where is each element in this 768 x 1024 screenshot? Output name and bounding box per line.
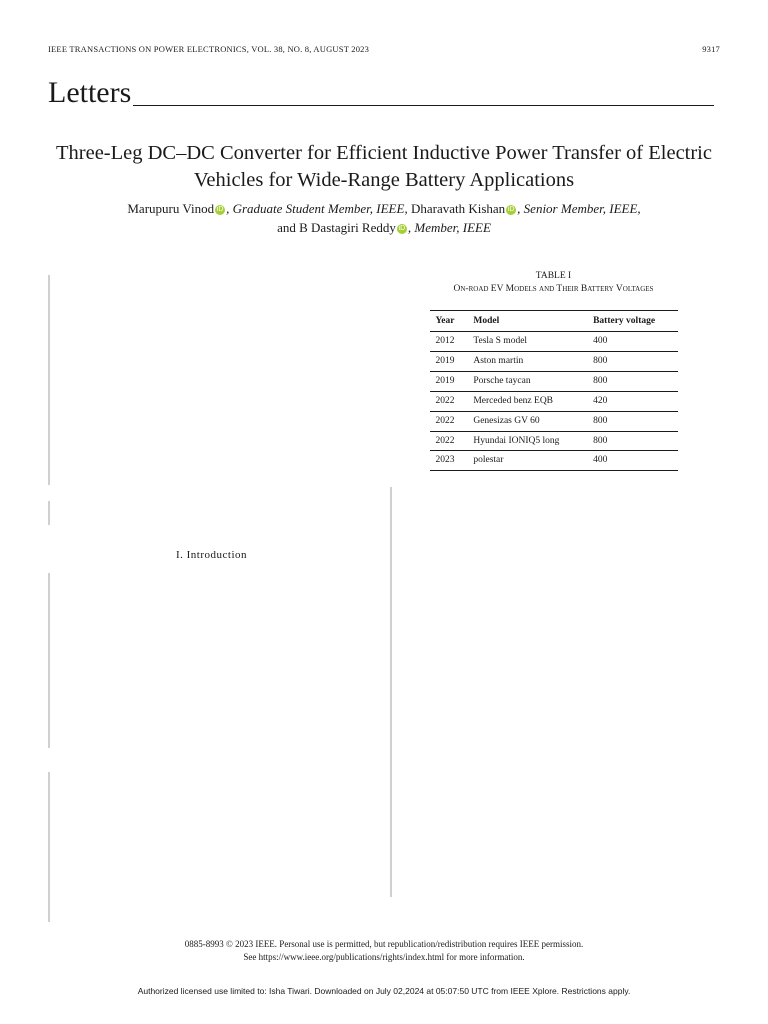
table-number: TABLE I [535, 271, 572, 281]
page-number: 9317 [702, 44, 720, 54]
author-role: , Senior Member, IEEE, [517, 201, 641, 216]
table-header-cell: Model [467, 310, 587, 332]
table-cell: 2019 [430, 372, 468, 392]
table-cell: 2023 [430, 451, 468, 471]
table-cell: 2019 [430, 352, 468, 372]
table-cell: 800 [587, 372, 677, 392]
table-row [430, 411, 678, 431]
author-name: Marupuru Vinod [127, 201, 215, 216]
journal-header: IEEE TRANSACTIONS ON POWER ELECTRONICS, VOL. 38, NO. 8, AUGUST 2023 [48, 44, 370, 54]
section-heading: I. Introduction [175, 549, 248, 561]
paper-title: Three-Leg DC–DC Converter for Efficient Inductive Power Transfer of Electric Vehicles for Wide-Range Battery Applications [56, 142, 712, 191]
orcid-icon[interactable]: iD [507, 206, 515, 213]
section-banner [48, 78, 714, 108]
orcid-icon[interactable]: iD [398, 224, 406, 232]
table-row [430, 431, 678, 451]
table-cell: 800 [587, 431, 677, 451]
license-notice: Authorized licensed use limited to: Isha Tiwari. Downloaded on July 02,2024 at 05:07:50 UTC from IEEE Xplore. Restrictions apply. [137, 986, 631, 996]
section-label: Letters [48, 76, 132, 109]
table-row [430, 332, 678, 352]
table-header-cell: Year [430, 310, 468, 332]
table-cell: 400 [587, 451, 677, 471]
author-list [60, 200, 708, 238]
table-cell: Merceded benz EQB [467, 391, 587, 411]
author-name: Dharavath Kishan [410, 201, 506, 216]
copyright-footer [48, 938, 720, 963]
table-row [430, 372, 678, 392]
table-caption [390, 270, 717, 296]
author-prefix: and [277, 219, 300, 235]
author-name: B Dastagiri Reddy [299, 219, 396, 235]
rights-line: See https://www.ieee.org/publications/rights/index.html for more information. [243, 951, 525, 962]
introduction-placeholder [48, 573, 375, 748]
body-text-placeholder [390, 487, 717, 897]
author-role: , Member, IEEE [407, 219, 491, 235]
table-header-cell: Battery voltage [587, 310, 677, 332]
footnote-placeholder [48, 772, 383, 922]
table-row [430, 352, 678, 372]
table-cell: 420 [587, 391, 677, 411]
table-cell: Aston martin [467, 352, 587, 372]
table-cell: 800 [587, 352, 677, 372]
table-cell: 400 [587, 332, 677, 352]
author-role: , Graduate Student Member, IEEE, [226, 201, 408, 216]
table-title: On-road EV Models and Their Battery Voltages [453, 283, 654, 294]
orcid-icon[interactable]: iD [216, 206, 224, 213]
table-cell: 2022 [430, 431, 468, 451]
left-column [48, 275, 375, 748]
table-cell: 2022 [430, 411, 468, 431]
table-row [430, 391, 678, 411]
table-cell: polestar [467, 451, 587, 471]
ev-battery-table [430, 310, 678, 472]
table-body [430, 332, 678, 471]
table-cell: Hyundai IONIQ5 long [467, 431, 587, 451]
table-cell: Tesla S model [467, 332, 587, 352]
table-cell: 2012 [430, 332, 468, 352]
running-head [48, 44, 720, 54]
abstract-placeholder [48, 275, 375, 485]
copyright-line: 0885-8993 © 2023 IEEE. Personal use is permitted, but republication/redistribution requires IEEE permission. [184, 939, 584, 949]
table-cell: Genesizas GV 60 [467, 411, 587, 431]
table-cell: 800 [587, 411, 677, 431]
right-column [390, 270, 717, 897]
section-rule [133, 105, 714, 106]
table-cell: 2022 [430, 391, 468, 411]
table-row [430, 451, 678, 471]
table-header-row [430, 310, 678, 332]
index-terms-placeholder [48, 501, 375, 525]
table-cell: Porsche taycan [467, 372, 587, 392]
